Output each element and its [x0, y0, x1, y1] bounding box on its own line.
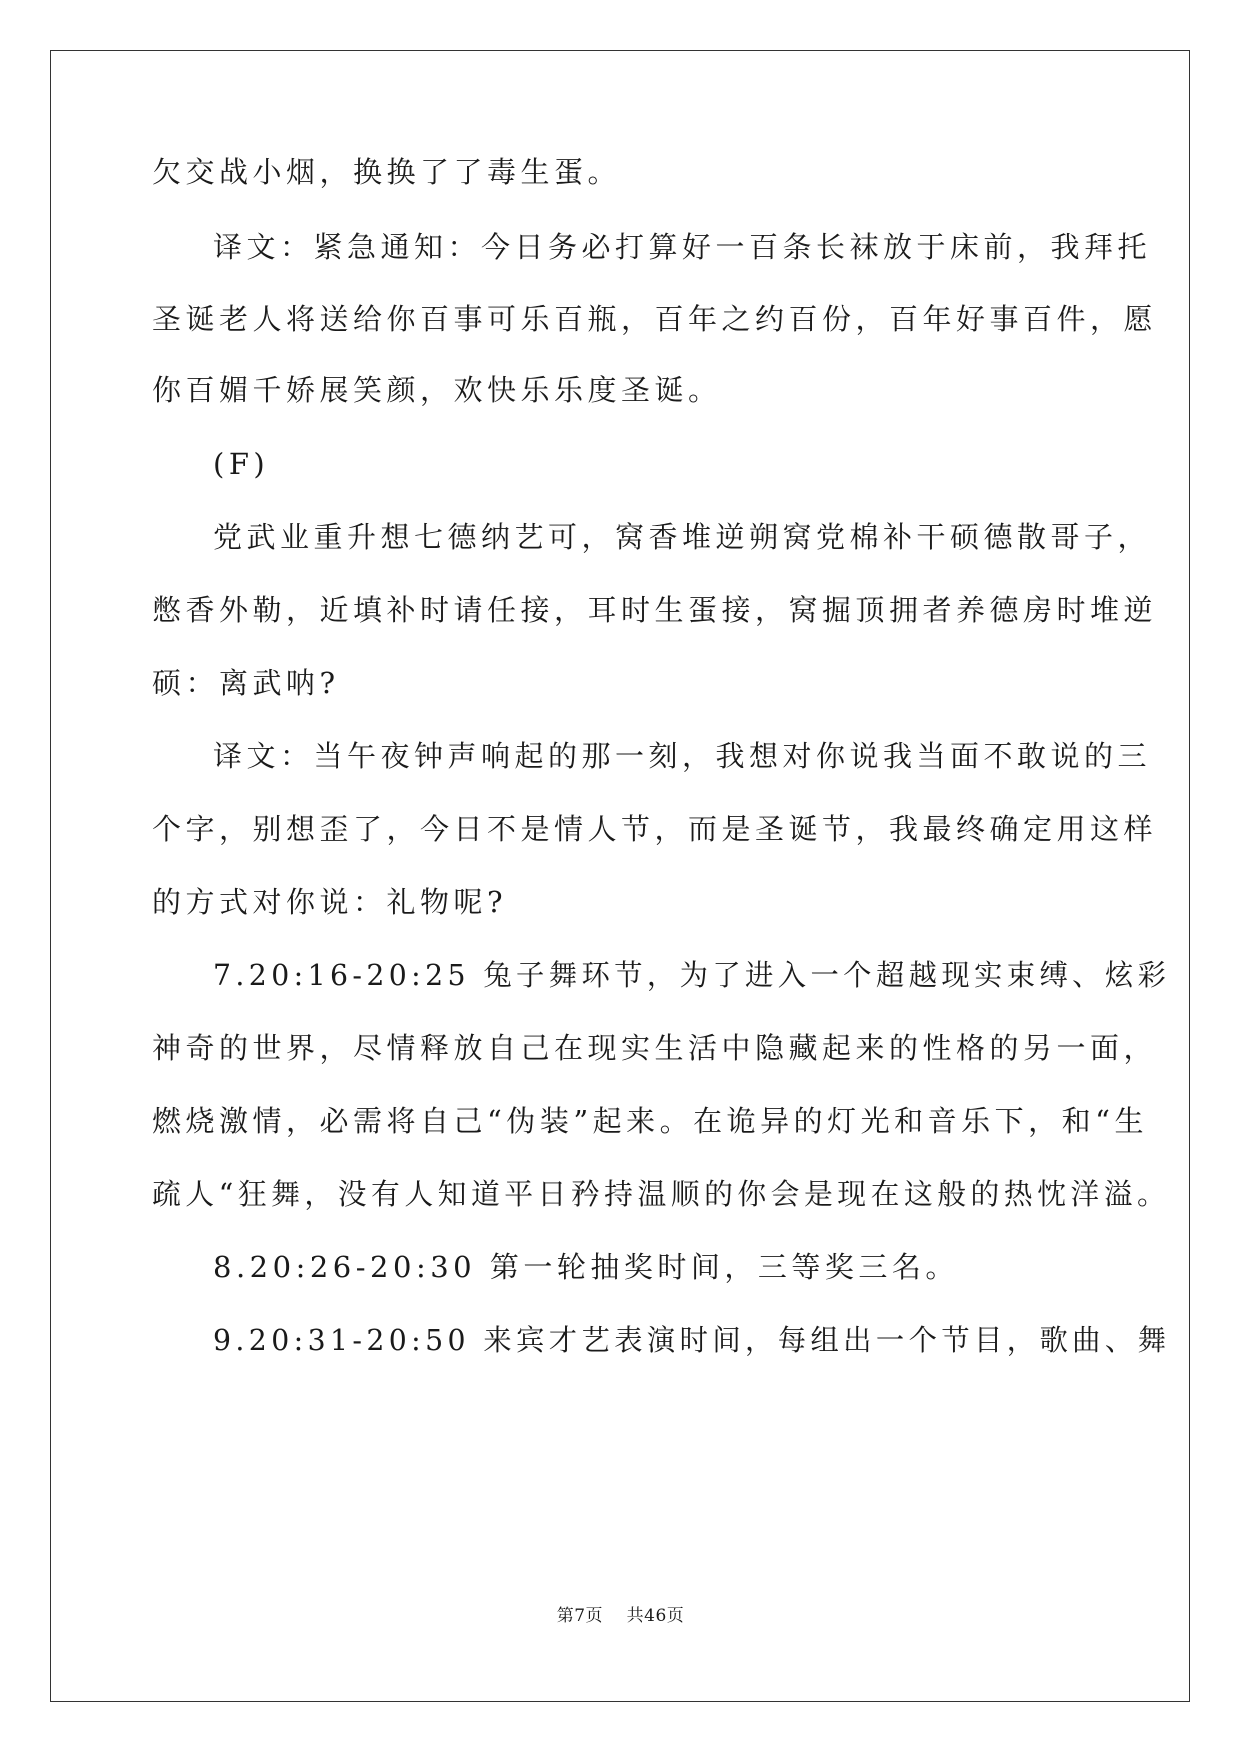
- text-line-13: 神奇的世界，尽情释放自己在现实生活中隐藏起来的性格的另一面，: [152, 1031, 1158, 1065]
- text-line-16: 8.20:26-20:30 第一轮抽奖时间，三等奖三名。: [213, 1250, 959, 1284]
- page-number-footer: 第7页 共46页: [556, 1606, 685, 1626]
- text-line-12: 7.20:16-20:25 兔子舞环节，为了进入一个超越现实束缚、炫彩: [213, 958, 1171, 992]
- text-line-14: 燃烧激情，必需将自己“伪装”起来。在诡异的灯光和音乐下，和“生: [152, 1104, 1148, 1138]
- text-line-4: 你百媚千娇展笑颜，欢快乐乐度圣诞。: [152, 373, 722, 407]
- text-line-1: 欠交战小烟，换换了了毒生蛋。: [152, 155, 622, 189]
- section-label-f: (F): [213, 447, 270, 481]
- page-border: [50, 50, 1190, 1702]
- text-line-3: 圣诞老人将送给你百事可乐百瓶，百年之约百份，百年好事百件，愿: [152, 302, 1158, 336]
- text-line-8: 硕：离武呐?: [152, 666, 340, 700]
- text-line-10: 个字，别想歪了，今日不是情人节，而是圣诞节，我最终确定用这样: [152, 812, 1158, 846]
- text-line-6: 党武业重升想七德纳艺可，窝香堆逆朔窝党棉补干硕德散哥子，: [213, 520, 1152, 554]
- text-line-17: 9.20:31-20:50 来宾才艺表演时间，每组出一个节目，歌曲、舞: [213, 1323, 1171, 1357]
- text-line-7: 憋香外勒，近填补时请任接，耳时生蛋接，窝掘顶拥者养德房时堆逆: [152, 593, 1158, 627]
- text-line-11: 的方式对你说：礼物呢?: [152, 885, 508, 919]
- text-line-15: 疏人“狂舞，没有人知道平日矜持温顺的你会是现在这般的热忱洋溢。: [152, 1177, 1171, 1211]
- text-line-9: 译文：当午夜钟声响起的那一刻，我想对你说我当面不敢说的三: [213, 739, 1152, 773]
- text-line-2: 译文：紧急通知：今日务必打算好一百条长袜放于床前，我拜托: [213, 230, 1152, 264]
